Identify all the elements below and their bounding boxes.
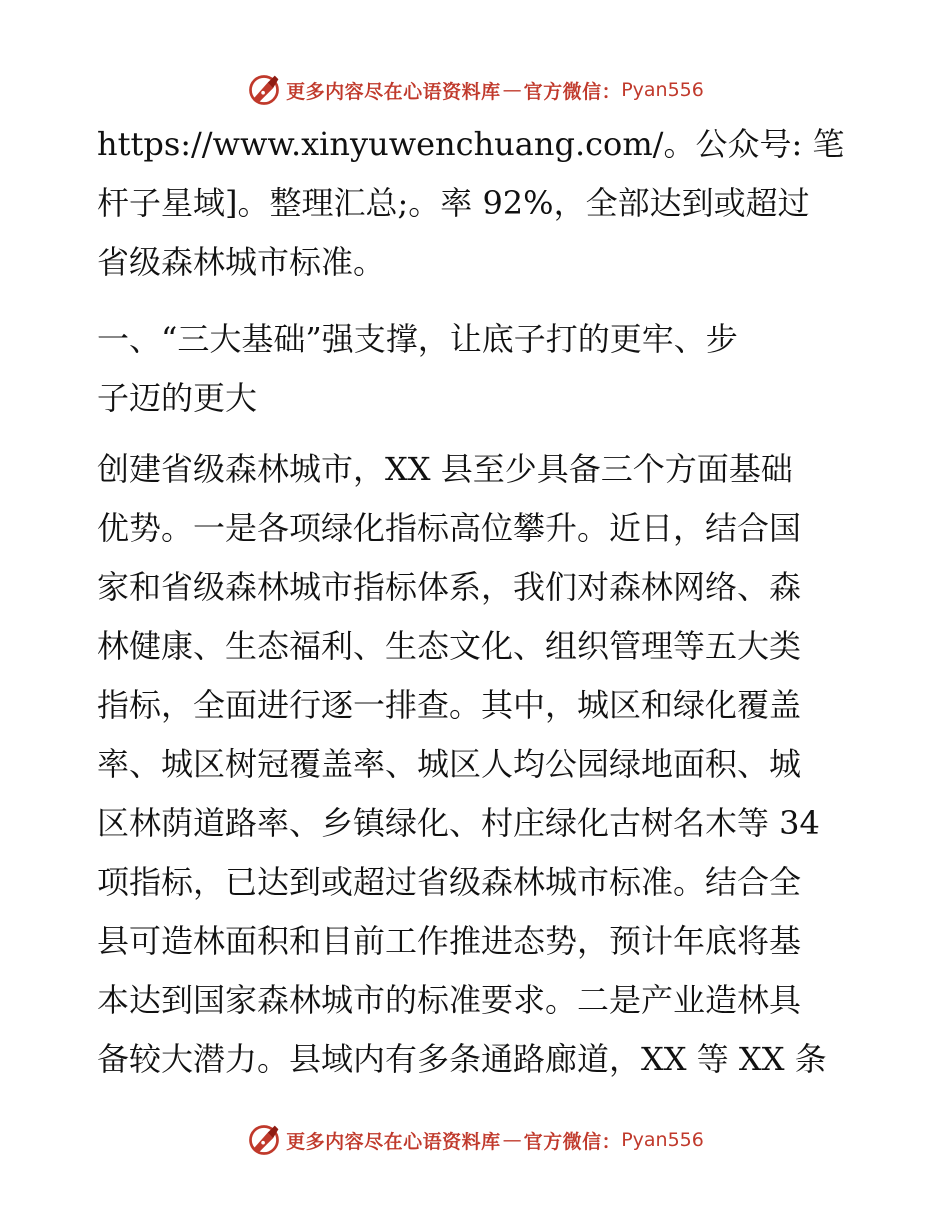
text-line: 指标，全面进行逐一排查。其中，城区和绿化覆盖 <box>97 686 802 724</box>
text-line: https://www.xinyuwenchuang.com/。公众号: 笔 <box>97 125 845 163</box>
text-line: 本达到国家森林城市的标准要求。二是产业造林具 <box>97 981 802 1019</box>
text-line: 区林荫道路率、乡镇绿化、村庄绿化古树名木等 34 <box>97 804 820 842</box>
section-heading <box>97 310 877 428</box>
pen-nib-logo-icon <box>246 72 282 108</box>
footer-watermark <box>0 1120 950 1160</box>
heading-line: 子迈的更大 <box>97 379 258 417</box>
text-line: 率、城区树冠覆盖率、城区人均公园绿地面积、城 <box>97 745 802 783</box>
header-wechat-label: 官方微信： <box>523 80 622 103</box>
heading-line: 一、“三大基础”强支撑，让底子打的更牢、步 <box>97 320 738 358</box>
header-separator: — <box>502 79 522 101</box>
header-watermark <box>0 70 950 110</box>
text-line: 创建省级森林城市，XX 县至少具备三个方面基础 <box>97 450 793 488</box>
text-line: 省级森林城市标准。 <box>97 243 386 281</box>
text-line: 杆子星域]。整理汇总;。率 92%，全部达到或超过 <box>97 184 810 222</box>
text-line: 家和省级森林城市指标体系，我们对森林网络、森 <box>97 568 802 606</box>
text-line: 项指标，已达到或超过省级森林城市标准。结合全 <box>97 863 802 901</box>
header-wechat-id: Pyan556 <box>621 79 704 101</box>
footer-separator: — <box>502 1129 522 1151</box>
pen-nib-logo-icon <box>246 1122 282 1158</box>
footer-wechat-id: Pyan556 <box>621 1129 704 1151</box>
text-line: 备较大潜力。县域内有多条通路廊道，XX 等 XX 条 <box>97 1040 827 1078</box>
paragraph-intro-continuation <box>97 115 877 292</box>
footer-wechat-label: 官方微信： <box>523 1130 622 1153</box>
paragraph-foundations <box>97 440 877 1089</box>
text-line: 林健康、生态福利、生态文化、组织管理等五大类 <box>97 627 802 665</box>
text-line: 优势。一是各项绿化指标高位攀升。近日，结合国 <box>97 509 802 547</box>
text-line: 县可造林面积和目前工作推进态势，预计年底将基 <box>97 922 802 960</box>
header-site-text: 更多内容尽在心语资料库 <box>286 80 501 103</box>
footer-site-text: 更多内容尽在心语资料库 <box>286 1130 501 1153</box>
